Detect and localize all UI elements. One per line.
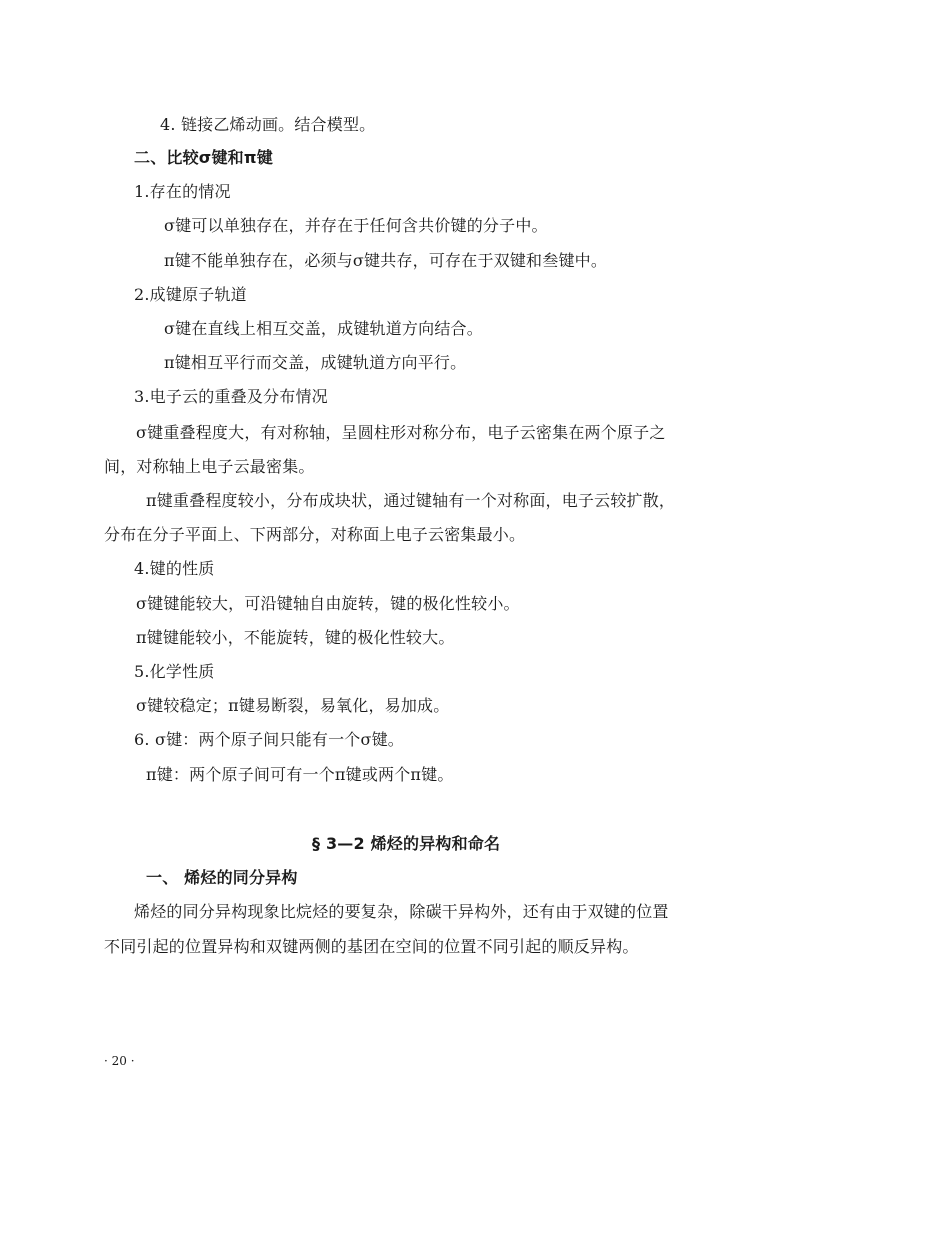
text-line: 分布在分子平面上、下两部分，对称面上电子云密集最小。 [104,525,526,544]
section-heading: 一、 烯烃的同分异构 [146,868,298,887]
text-line: π键：两个原子间可有一个π键或两个π键。 [146,765,454,784]
text-line: π键不能单独存在，必须与σ键共存，可存在于双键和叁键中。 [164,251,608,270]
text-line: σ键在直线上相互交盖，成键轨道方向结合。 [164,319,483,338]
section-title: § 3—2 烯烃的异构和命名 [312,834,501,853]
text-line: σ键可以单独存在，并存在于任何含共价键的分子中。 [164,216,548,235]
text-line: π键重叠程度较小，分布成块状，通过键轴有一个对称面，电子云较扩散， [146,491,676,510]
subheading: 5.化学性质 [134,662,215,681]
section-heading: 二、比较σ键和π键 [134,148,273,167]
text-line: 间，对称轴上电子云最密集。 [104,457,315,476]
subheading: 3.电子云的重叠及分布情况 [134,387,328,406]
page-number: · 20 · [104,1054,135,1068]
text-line: 4. 链接乙烯动画。结合模型。 [160,115,376,134]
text-line: π键键能较小，不能旋转，键的极化性较大。 [136,628,455,647]
text-line: σ键较稳定；π键易断裂，易氧化，易加成。 [136,696,450,715]
subheading: 2.成键原子轨道 [134,285,247,304]
subheading: 1.存在的情况 [134,182,231,201]
text-line: 6. σ键：两个原子间只能有一个σ键。 [134,730,404,749]
subheading: 4.键的性质 [134,559,215,578]
text-line: σ键键能较大，可沿键轴自由旋转，键的极化性较小。 [136,594,520,613]
text-line: π键相互平行而交盖，成键轨道方向平行。 [164,353,467,372]
text-line: σ键重叠程度大，有对称轴，呈圆柱形对称分布，电子云密集在两个原子之 [136,423,666,442]
text-line: 不同引起的位置异构和双键两侧的基团在空间的位置不同引起的顺反异构。 [104,937,639,956]
text-line: 烯烃的同分异构现象比烷烃的要复杂，除碳干异构外，还有由于双键的位置 [134,902,669,921]
